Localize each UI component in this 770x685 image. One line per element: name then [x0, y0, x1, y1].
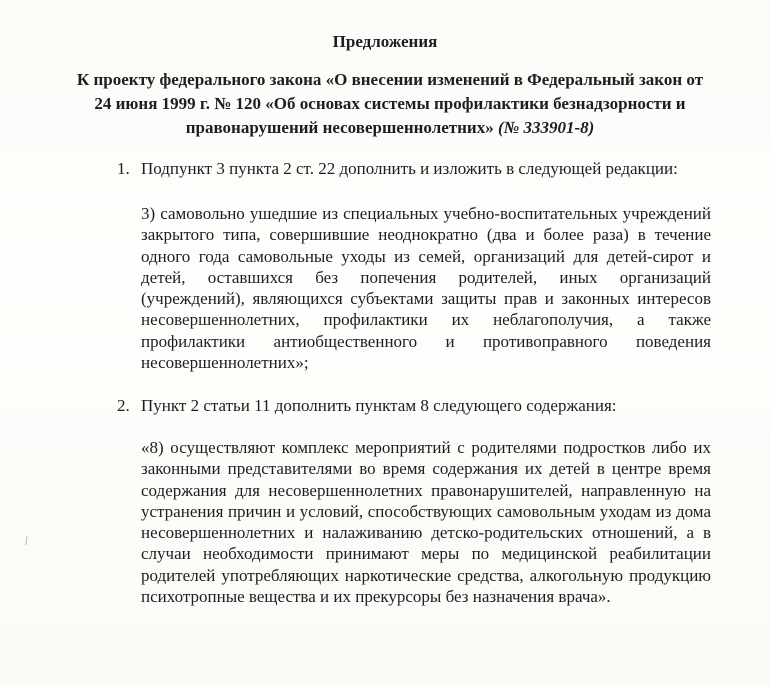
item-1-text: 3) самовольно ушедшие из специальных учебно-воспитательных учреждений закрытого типа, совершившие неоднократно (два и более раза) в течение одного года самовольные уходы из семей, организаций для детей-сирот и детей, оставшихся без попечения родителей, иных организаций (учреждений), являющихся субъектами защиты прав и законных интересов несовершеннолетних, профилактики их неблагополучия, а также профилактики антиобщественного и противоправного поведения несовершеннолетних»;	[141, 204, 711, 373]
item-2-text: «8) осуществляют комплекс мероприятий с родителями подростков либо их законными представителями во время содержания их детей в центре время содержания для несовершеннолетних правонарушителей, направленную на устранения причин и условий, способствующих самовольным уходам из дома несовершеннолетних и налаживанию детско-родительских отношений, а в случаи необходимости принимают меры по медицинской реабилитации родителей употребляющих наркотические средства, алкогольную продукцию психотропные вещества и их прекурсоры без назначения врача».	[141, 438, 711, 607]
item-2-number: 2.	[117, 396, 130, 415]
subtitle-reference: (№ 333901-8)	[497, 118, 595, 137]
subtitle-main: К проекту федерального закона «О внесении изменений в Федеральный закон от 24 июня 1999 г. № 120 «Об основах системы профилактики безнадзорности и правонарушений несовершеннолетних»	[76, 70, 704, 137]
document-subtitle	[70, 68, 710, 140]
document-title: Предложения	[332, 32, 438, 51]
item-1-intro: Подпункт 3 пункта 2 ст. 22 дополнить и изложить в следующей редакции:	[141, 159, 678, 178]
item-2-intro: Пункт 2 статьи 11 дополнить пунктам 8 следующего содержания:	[141, 396, 617, 415]
scan-speck	[25, 536, 27, 545]
item-1-number: 1.	[117, 159, 130, 178]
